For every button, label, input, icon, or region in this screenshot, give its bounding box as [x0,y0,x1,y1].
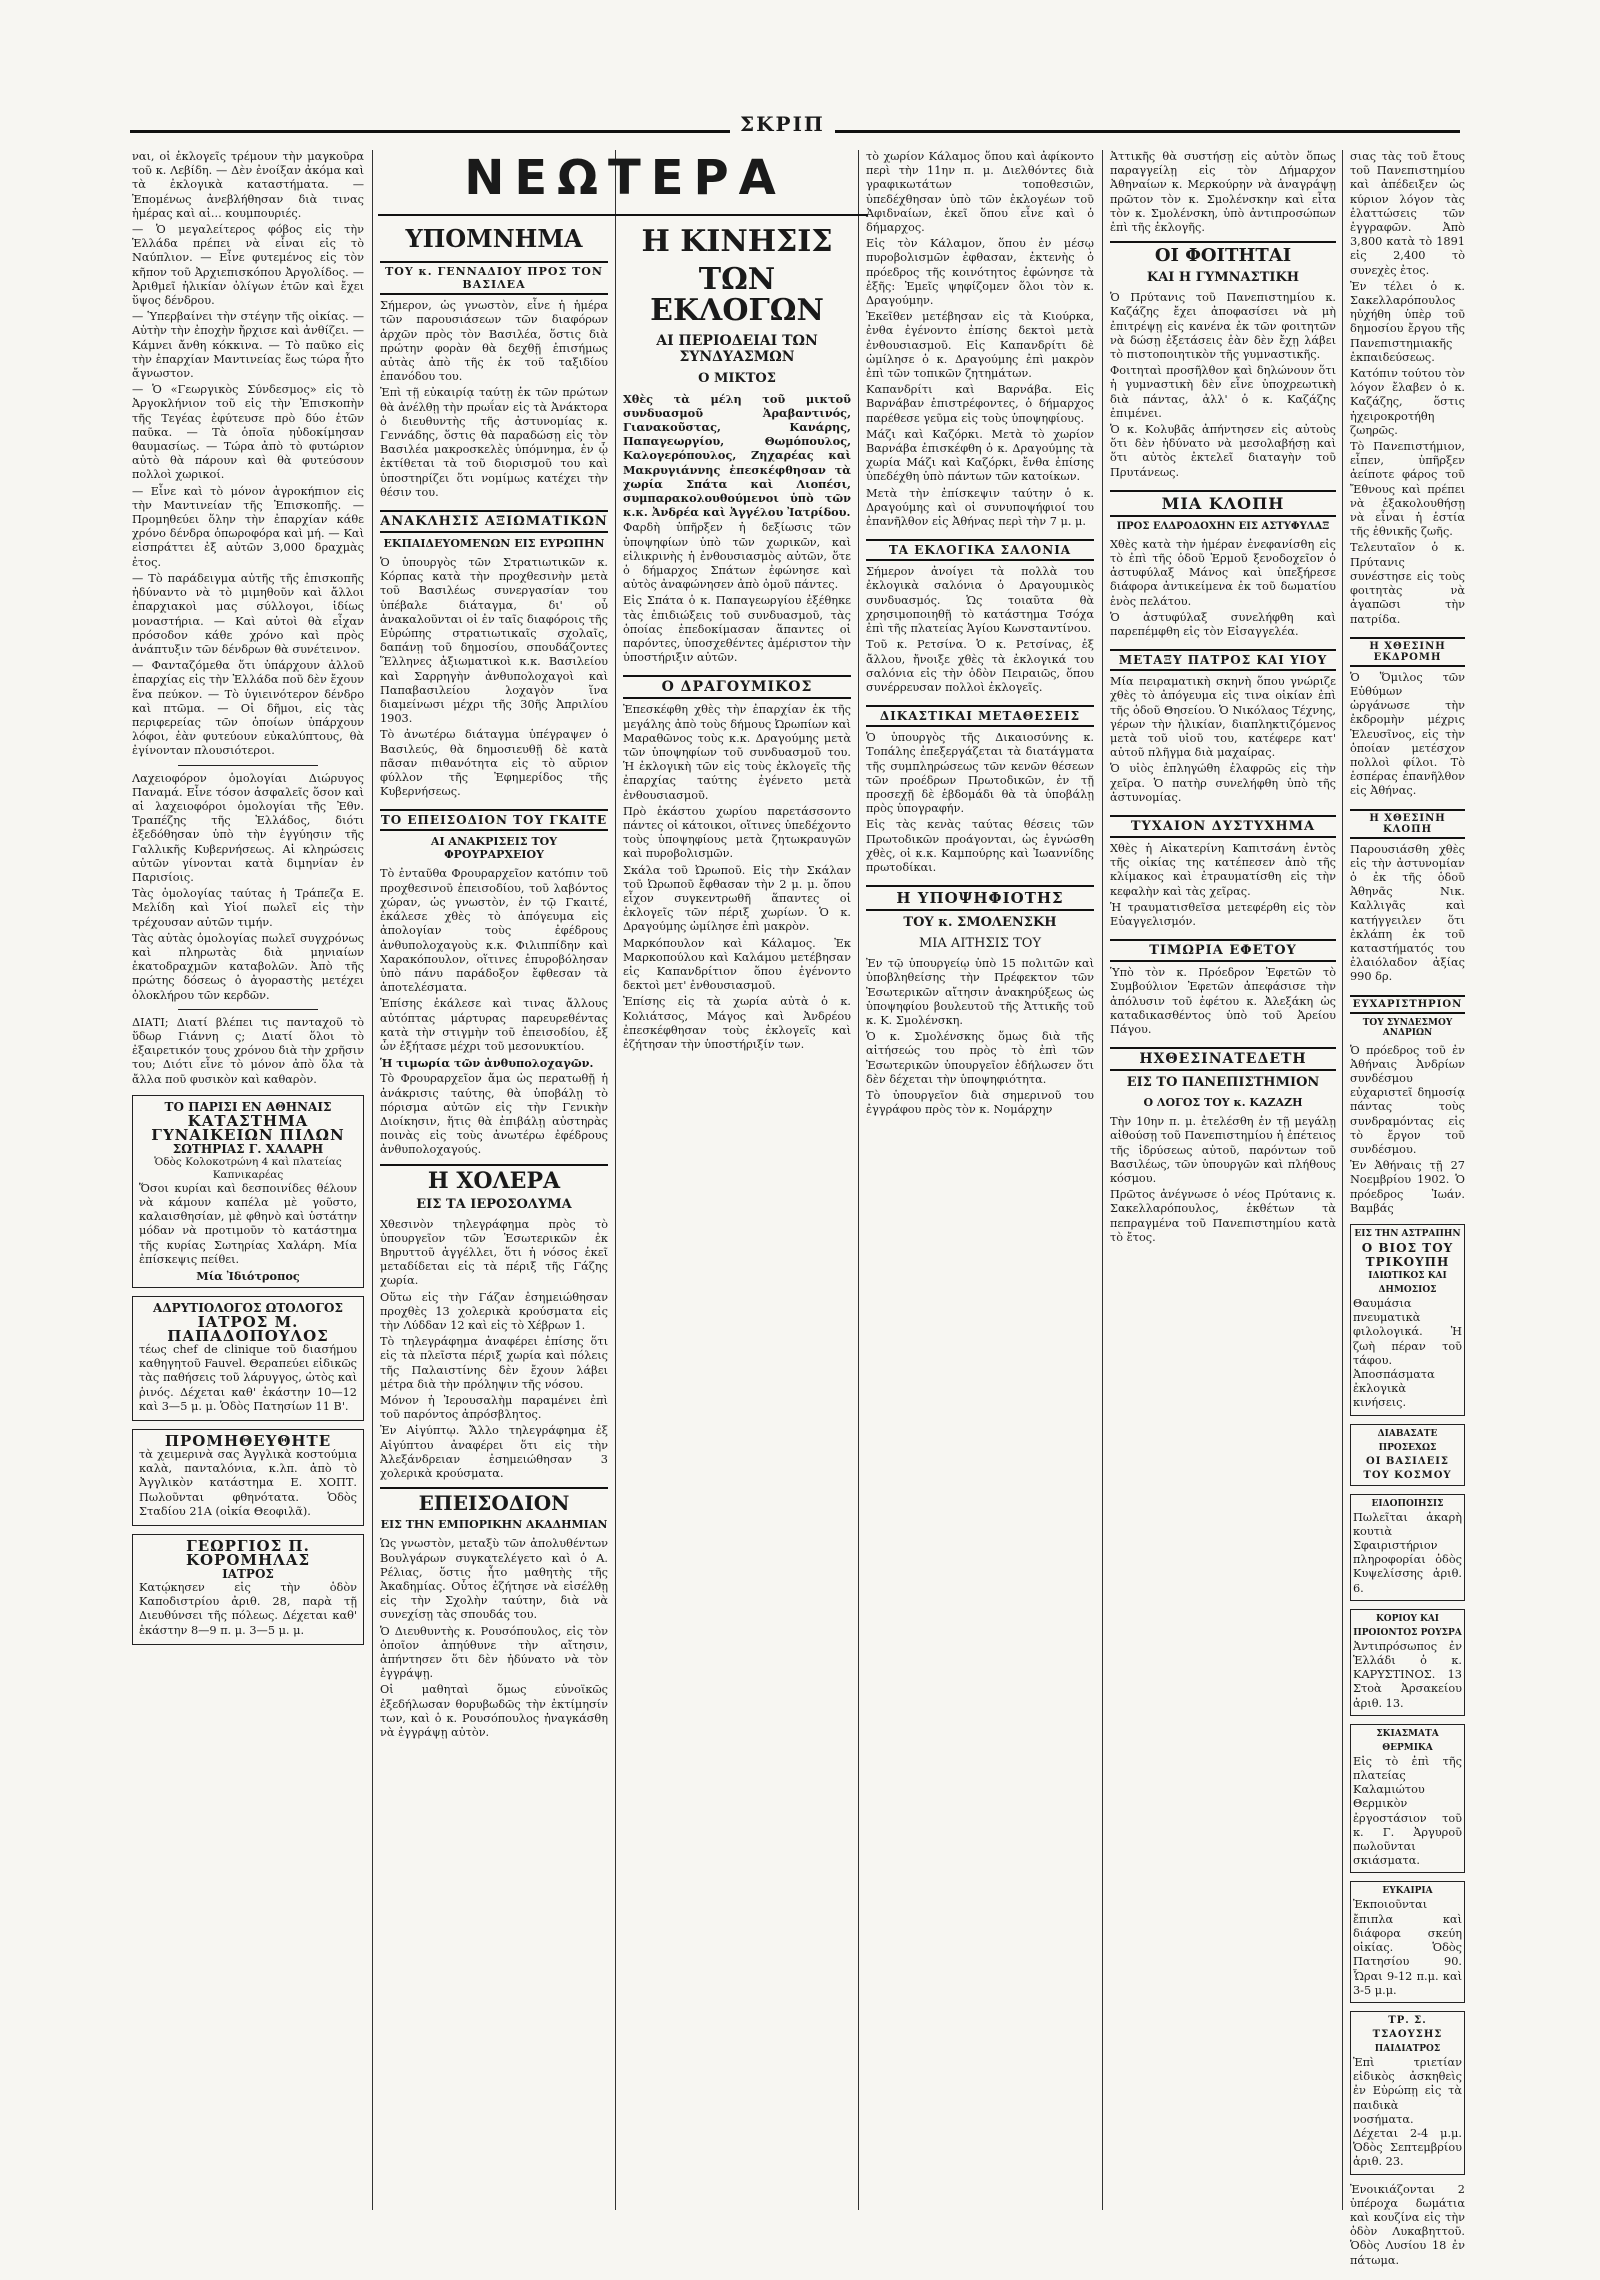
ad-text: τέως chef de clinique τοῦ διασήμου καθηγητοῦ Fauvel. Θεραπεύει εἰδικῶς τὰς παθήσεις τοῦ λάρυγγος, ὠτὸς καὶ ῥινός. Δέχεται καθ' ἑκάστην 10—12 καὶ 3—5 μ. μ. Ὁδὸς Πατησίων 11 Β'. [139,1343,357,1413]
column-divider [1102,150,1103,2210]
article-subhead: Ἡ τιμωρία τῶν ἀνθυπολοχαγῶν. [380,1056,594,1071]
headline: ΑΝΑΚΛΗΣΙΣ ΑΞΙΩΜΑΤΙΚΩΝ [380,510,608,533]
article-text: Ἡ τραυματισθεῖσα μετεφέρθη εἰς τὸν Εὐαγγελισμόν. [1110,900,1336,929]
article-text: Σήμερον ἀνοίγει τὰ πολλὰ του ἐκλογικὰ σαλόνια ὁ Δραγουμικὸς συνδυασμός. Ὡς τοιαῦτα θὰ χρησιμοποιηθῇ τὸ κατάστημα Τσόχα ἐπὶ τῆς πλατείας Ἁγίου Κωνσταντίνου. [866,565,1094,636]
article-text: Μία πειραματικὴ σκηνὴ ὅπου γνώριζε χθὲς τὸ ἀπόγευμα εἰς τινα οἰκίαν ἐπὶ τῆς ὁδοῦ Θησείου. Ὁ Νικόλαος Τέχνης, γέρων τὴν ἡλικίαν, διαπληκτιζόμενος μετὰ τοῦ υἱοῦ του, κατέφερε κατ' αὐτοῦ πλῆγμα διὰ μαχαίρας. [1110,675,1336,760]
headline: ΤΟ ΕΠΕΙΣΟΔΙΟΝ ΤΟΥ ΓΚΑΙΤΕ [380,809,608,831]
article-text: — Φανταζόμεθα ὅτι ὑπάρχουν ἀλλοῦ ἐπαρχίας εἰς τὴν Ἑλλάδα ποῦ δὲν ἔχουν ἕνα πεύκον. — Τὸ ὑγιεινότερον δένδρο καὶ πτῶμα. — Οἱ δῆμοι, εἰς τὰς περιφερείας τῶν ὁποίων ὑπάρχουν λόφοι, ἐὰν φυτεύουν εὐκαλύπτους, θὰ ἐγίνονταν πλουσιότεροι. [132,659,364,758]
article-text: Οἱ μαθηταὶ ὅμως εὐνοϊκῶς ἐξεδήλωσαν θορυβωδῶς τὴν ἐκτίμησίν των, καὶ ὁ κ. Ρουσόπουλος ἠναγκάσθη νὰ ἐγγράψῃ αὐτὸν. [380,1683,608,1739]
subheadline: ΕΚΠΑΙΔΕΥΟΜΕΝΩΝ ΕΙΣ ΕΥΡΩΠΗΝ [383,537,605,551]
ad-address: Ὁδὸς Κολοκοτρώνη 4 καὶ πλατείας Καπνικαρέας [154,1155,342,1181]
article-text: Πρὸ ἑκάστου χωρίου παρετάσσοντο πάντες οἱ κάτοικοι, οἵτινες ὑπεδέχοντο τοὺς ὑποψηφίους μετὰ ζητωκραυγῶν καὶ πυροβολισμῶν. [623,804,851,861]
article-text: Χθεσινὸν τηλεγράφημα πρὸς τὸ ὑπουργεῖον τῶν Ἐσωτερικῶν ἐκ Βηρυττοῦ ἀγγέλλει, ὅτι ἡ νόσος ἐκεῖ μεταδίδεται εἰς τὰ πέριξ τῆς Γάζης χωρία. [380,1217,608,1288]
ad-heading: ΤΟ ΠΑΡΙΣΙ ΕΝ ΑΘΗΝΑΙΣ [164,1099,332,1114]
article-text: Τελευταῖον ὁ κ. Πρύτανις συνέστησε εἰς τοὺς φοιτητὰς νὰ ἀγαπῶσι τὴν πατρίδα. [1350,541,1465,626]
ad-text: Ὅσοι κυρίαι καὶ δεσποινίδες θέλουν νὰ κάμουν καπέλα μὲ γοῦστο, καλαισθησίαν, μὲ φθηνὸ καὶ ὑστάτην μόδαν νὰ προτιμοῦν τὸ κατάστημα τῆς κυρίας Σωτηρίας Χαλάρη. Μία ἐπίσκεψις πείθει. [139,1181,357,1266]
article-text: Καπανδρίτι καὶ Βαρνάβα. Εἰς Βαρνάβαν ἐπιστρέφοντες, ὁ δήμαρχος παρέθεσε γεῦμα εἰς τοὺς ὑποψηφίους. [866,383,1094,425]
article-text: Ὁ Πρύτανις τοῦ Πανεπιστημίου κ. Καζάζης ἔχει ἀποφασίσει νὰ μὴ ἐπιτρέψῃ εἰς κανένα ἐκ τῶν φοιτητῶν νὰ δώσῃ ἐξετάσεις ἐὰν δὲν ἔχῃ λάβει τὸ πιστοποιητικὸν τῆς γυμναστικῆς. [1110,291,1336,361]
headline: ΜΙΑ ΚΛΟΠΗ [1110,490,1336,517]
column-divider [615,150,616,2210]
ad-text: Ἐπὶ τριετίαν εἰδικὸς ἀσκηθεὶς ἐν Εὐρώπῃ εἰς τὰ παιδικὰ νοσήματα. Δέχεται 2-4 μ.μ. Ὁδὸς Σεπτεμβρίου ἀριθ. 23. [1353,2055,1462,2169]
column-divider [1342,150,1343,2210]
subheadline: ΜΙΑ ΑΙΤΗΣΙΣ ΤΟΥ [918,936,1042,952]
ad-title: ΠΡΟΜΗΘΕΥΘΗΤΕ [164,1432,332,1451]
article-text: ναι, οἱ ἐκλογεῖς τρέμουν τὴν μαγκοῦρα τοῦ κ. Λεβίδη. — Δὲν ἐνοίξαν ἀκόμα καὶ τὰ ἐκλογικὰ καταστήματα. — Ἐπομένως ἀνεβλήθησαν διὰ τινας ἡμέρας καὶ αἱ... κουμπουριές. [132,150,364,220]
advertisement [1350,1724,1465,1874]
article-text: Ἐν τέλει ὁ κ. Σακελλαρόπουλος ηὐχήθη ὑπὲρ τοῦ δημοσίου ἔργου τῆς Πανεπιστημιακῆς ἐκπαιδεύσεως. [1350,279,1465,364]
headline: Η ΧΟΛΕΡΑ [380,1164,608,1193]
subheadline: ΚΑΙ Η ΓΥΜΝΑΣΤΙΚΗ [1146,270,1300,286]
article-text: — Ὑπερβαίνει τὴν στέγην τῆς οἰκίας. — Αὐτὴν τὴν ἐποχὴν ἤρχισε καὶ ἀνθίζει. — Κάμνει ἄνθη κόκκινα. — Τὸ παῦκο εἰς τὴν ἐπαρχίαν Μαντινείας ἕως τώρα ἦτο ἄγνωστον. [132,310,364,381]
article-text: Μετὰ τὴν ἐπίσκεψιν ταύτην ὁ κ. Δραγούμης καὶ οἱ συνυποψήφιοί του ἐπανῆλθον εἰς Ἀθήνας περὶ τὴν 7 μ. μ. [866,486,1094,529]
article-text: — Εἶνε καὶ τὸ μόνον ἀγροκήπιον εἰς τὴν Μαντινείαν τῆς Ἐπισκοπῆς. — Προμηθεύει ὅλην τὴν ἐπαρχίαν κάθε χρόνο δένδρα ὁπωροφόρα καὶ μή. — Καὶ εἰσπράττει ἐξ αὐτῶν 3,000 δραχμὰς ἐτος. [132,484,364,569]
article-text: Ὁ πρόεδρος τοῦ ἐν Ἀθήναις Ἀνδρίων συνδέσμου εὐχαριστεῖ δημοσίᾳ πάντας τοὺς συνδραμόντας εἰς τὸ ἔργον τοῦ συνδέσμου. [1350,1043,1465,1156]
article-text: Ὁ κ. Σμολένσκης ὅμως διὰ τῆς αἰτήσεώς του πρὸς τὸ ἐπὶ τῶν Ἐσωτερικῶν ὑπουργεῖον ἐδήλωσεν ὅτι δὲν δέχεται τὴν ὑποψηφιότητα. [866,1030,1094,1086]
article-text: Ὁ Διευθυντὴς κ. Ρουσόπουλος, εἰς τὸν ὁποῖον ἀπηύθυνε τὴν αἴτησιν, ἀπήντησεν ὅτι δὲν ἠδύνατο νὰ τὸν ἐγγράψῃ. [380,1624,608,1681]
subheadline: ΑΙ ΑΝΑΚΡΙΣΕΙΣ ΤΟΥ ΦΡΟΥΡΑΡΧΕΙΟΥ [430,835,558,862]
ad-owner: ΣΩΤΗΡΙΑΣ Γ. ΧΑΛΑΡΗ [172,1141,324,1156]
paper-name: ΣΚΡΙΠ [730,112,835,136]
article-text: Τὰς ὁμολογίας ταύτας ἡ Τράπεζα Ε. Μελίδη καὶ Υἱοί πωλεῖ εἰς τὴν τρέχουσαν αὐτῶν τιμήν. [132,887,364,929]
ad-heading: ΚΟΡΙΟΥ ΚΑΙ ΠΡΟΙΟΝΤΟΣ ΡΟΥΣΡΑ [1353,1613,1462,1638]
subheadline: ΠΡΟΣ ΕΛΔΡΟΔΟΧΗΝ ΕΙΣ ΑΣΤΥΦΥΛΑΞ [1116,520,1330,532]
column-divider [858,150,859,2210]
advertisement [1350,1494,1465,1601]
article-text: Εἰς Σπάτα ὁ κ. Παπαγεωργίου ἐξέθηκε τὰς ἐπιδιώξεις τοῦ συνδυασμοῦ, τὰς ὁποίας ἐπεδοκίμασαν ἅπαντες οἱ παρόντες, ὑποσχεθέντες ἀμέριστον τὴν ὑποστήριξιν αὐτῶν. [623,594,851,665]
advertisement [1350,1424,1465,1486]
ad-subtitle: ΠΑΙΔΙΑΤΡΟΣ [1374,2043,1441,2054]
subheadline: Ο ΛΟΓΟΣ ΤΟΥ κ. ΚΑΖΑΖΗ [1143,1096,1303,1110]
article-text: Λαχειοφόρον ὁμολογίαι Διώρυγος Παναμά. Εἶνε τόσον ἀσφαλεῖς ὅσον καὶ αἱ λαχειοφόροι ὁμολογίαι τῆς Ἐθν. Τραπέζης τῆς Ἑλλάδος, διότι ἐξεδόθησαν ὑπὸ τὴν ἐγγύησιν τῆς Γαλλικῆς Κυβερνήσεως. Αἱ κληρώσεις αὐτῶν γίνονται κατὰ διμηνίαν ἐν Παρισίοις. [132,771,364,884]
ad-title: ΚΑΤΑΣΤΗΜΑ ΓΥΝΑΙΚΕΙΩΝ ΠΙΛΩΝ [151,1111,345,1144]
advertisement [1350,2011,1465,2175]
article-text: Ὁ Ὅμιλος τῶν Εὐθύμων ὠργάνωσε τὴν ἐκδρομὴν μέχρις Ἐλευσῖνος, εἰς τὴν ὁποίαν μετέσχον πολλοὶ φίλοι. Τὸ ἑσπέρας ἐπανῆλθον εἰς Ἀθήνας. [1350,670,1465,798]
article-text: Οὕτω εἰς τὴν Γάζαν ἐσημειώθησαν προχθὲς 13 χολερικὰ κρούσματα εἰς τὴν Λύδδαν 12 καὶ εἰς τὸ Χέβρων 1. [380,1290,608,1333]
article-text: Μαρκόπουλον καὶ Κάλαμος. Ἐκ Μαρκοπούλου καὶ Καλάμου μετέβησαν εἰς Καπανδρίτιον ὅπου ἐγένοντο δεκτοὶ μετ' ἐνθουσιασμοῦ. [623,936,851,993]
article-text: Ὁ ἀστυφύλαξ συνελήφθη καὶ παρεπέμφθη εἰς τὸν Εἰσαγγελέα. [1110,610,1336,638]
subheadline: ΤΟΥ κ. ΓΕΝΝΑΔΙΟΥ ΠΡΟΣ ΤΟΝ ΒΑΣΙΛΕΑ [380,261,608,295]
subheadline: ΤΟΥ ΣΥΝΔΕΣΜΟΥ ΑΝΔΡΙΩΝ [1362,1017,1453,1038]
article-text: Ἐπίσης ἐκάλεσε καὶ τινας ἄλλους αὐτόπτας μάρτυρας παρευρεθέντας κατὰ τὴν στιγμὴν τοῦ ἐπεισοδίου, ἐξ ὧν ἐξήτασε μέχρι τοῦ μεσονυκτίου. [380,997,608,1053]
article-text: Ὡς γνωστὸν, μεταξὺ τῶν ἀπολυθέντων Βουλγάρων συγκατελέγετο καὶ ὁ Α. Ρέλιας, ὅστις ἦτο μαθητὴς τῆς Ἀκαδημίας. Οὗτος ἐζήτησε νὰ εἰσέλθῃ εἰς τὴν Σχολὴν ταύτην, διὰ νὰ συνεχίσῃ τὰς σπουδάς του. [380,1537,608,1622]
article-text: Πρῶτος ἀνέγνωσε ὁ νέος Πρύτανις κ. Σακελλαρόπουλος, ἐκθέτων τὰ πεπραγμένα τοῦ Πανεπιστημίου κατὰ τὸ ἔτος. [1110,1188,1336,1244]
article-text: Φαρδὴ ὑπῆρξεν ἡ δεξίωσις τῶν ὑποψηφίων ὑπὸ τῶν χωρικῶν, καὶ εἰλικρινὴς ἡ ἐνθουσιασμὸς αὐτῶν, ὅτε ὁ δήμαρχος Σπάτων ἐφώνησε καὶ αὐτὸς ἀναφώνησεν ἀπὸ ὁμοῦ πάντες. [623,521,851,592]
headline: ΕΥΧΑΡΙΣΤΗΡΙΟΝ [1350,995,1465,1014]
headline: ΗΧΘΕΣΙΝΑΤΕΔΕΤΗ [1110,1047,1336,1071]
advertisement [132,1296,364,1421]
headline: ΤΙΜΩΡΙΑ ΕΦΕΤΟΥ [1110,939,1336,962]
article-text: Μάζι καὶ Καζόρκι. Μετὰ τὸ χωρίον Βαρνάβα ἐπισκέφθη ὁ κ. Δραγούμης τὰ χωρία Μάζι καὶ Καζόρκι, ἔνθα ἐπίσης ὑπεδέχθη ὑπὸ πάντων τῶν κατοίκων. [866,427,1094,484]
article-text: Ὁ υἱὸς ἐπληγώθη ἐλαφρῶς εἰς τὴν χεῖρα. Ὁ πατὴρ συνελήφθη ὑπὸ τῆς ἀστυνομίας. [1110,762,1336,804]
advertisement [132,1429,364,1526]
article-text: Ἐν Ἀθήναις τῇ 27 Νοεμβρίου 1902. Ὁ πρόεδρος Ἰωάν. Βαμβάς [1350,1159,1465,1215]
article-text: Φοιτηταὶ προσῆλθον καὶ δηλώνουν ὅτι ἡ γυμναστικὴ δὲν εἶνε ὑποχρεωτικὴ διὰ πάντας, ἀλλ' ὁ κ. Καζάζης ἐπιμένει. [1110,364,1336,420]
headline: ΤΑ ΕΚΛΟΓΙΚΑ ΣΑΛΟΝΙΑ [866,539,1094,561]
ad-text: Ἐκποιοῦνται ἔπιπλα καὶ διάφορα σκεύη οἰκίας. Ὁδὸς Πατησίου 90. Ὧραι 9-12 π.μ. καὶ 3-5 μ.μ. [1353,1898,1462,1997]
ad-heading: ΕΙΔΟΠΟΙΗΣΙΣ [1371,1498,1444,1509]
column-3 [623,220,851,2280]
title-rule [378,214,868,216]
ad-signature: Μία Ἰδιότροπος [196,1269,300,1284]
article-text: Τὴν 10ην π. μ. ἐτελέσθη ἐν τῇ μεγάλῃ αἰθούσῃ τοῦ Πανεπιστημίου ἡ ἐπέτειος τῆς ἱδρύσεως αὐτοῦ, παρόντων τοῦ Βασιλέως, τῶν ὑπουργῶν καὶ πλήθους κόσμου. [1110,1115,1336,1186]
headline: Η ΚΙΝΗΣΙΣ [641,224,833,259]
ad-subtitle: ΙΑΤΡΟΣ [222,1567,274,1582]
column-6 [1350,150,1465,2267]
headline: ΤΩΝ ΕΚΛΟΓΩΝ [650,261,824,328]
article-text: ΔΙΑΤΙ; Διατί βλέπει τις πανταχοῦ τὸ ὕδωρ Γιάννη ς; Διατί ὅλοι τὸ ἐξαιρετικόν τους χρόνου διὰ τὴν χρῆσιν του; Διότι εἶνε τὸ μόνον ἀπὸ ὅλα τὰ ἄλλα ποῦ φυσικὸν καὶ καθαρὸν. [132,1015,364,1086]
subheadline: ΤΟΥ κ. ΣΜΟΛΕΝΣΚΗ [903,915,1057,931]
article-text: Ἐν Αἰγύπτῳ. Ἄλλο τηλεγράφημα ἐξ Αἰγύπτου ἀναφέρει ὅτι εἰς τὴν Ἀλεξάνδρειαν ἐσημειώθησαν 3 χολερικὰ κρούσματα. [380,1424,608,1481]
article-text: — Τὸ παράδειγμα αὐτῆς τῆς ἐπισκοπῆς ἠδύναντο νὰ τὸ μιμηθοῦν καὶ ἄλλοι ἐπαρχιακοὶ μας σύλλογοι, ἰδίως μοναστήρια. — Καὶ αὐτοὶ θὰ εἶχαν πρόσοδον κάθε χρόνο καὶ πρὸς ἀνάπτυξιν τῶν δένδρων θὰ συνέτεινον. [132,571,364,656]
ad-heading: ΕΥΚΑΙΡΙΑ [1382,1886,1433,1897]
ad-title: ΟΙ ΒΑΣΙΛΕΙΣ ΤΟΥ ΚΟΣΜΟΥ [1363,1455,1452,1481]
headline: ΜΕΤΑΞΥ ΠΑΤΡΟΣ ΚΑΙ ΥΙΟΥ [1110,649,1336,671]
article-text: Ἐν τῷ ὑπουργείῳ ὑπὸ 15 πολιτῶν καὶ ὑποβληθείσης τὴν Πρέφεκτον τῶν Ἐσωτερικῶν αἴτησιν ἀνακηρύξεως ὡς ὑποψηφίου βουλευτοῦ τῆς Ἀττικῆς τοῦ κ. Κ. Σμολένσκη. [866,957,1094,1027]
ad-text: Ἀντιπρόσωπος ἐν Ἑλλάδι ὁ κ. ΚΑΡΥΣΤΙΝΟΣ. 13 Στοὰ Ἀρσακείου ἀριθ. 13. [1353,1639,1462,1710]
article-text: — Ὁ μεγαλείτερος φόβος εἰς τὴν Ἑλλάδα πρέπει νὰ εἶναι εἰς τὸ Ναύπλιον. — Εἶνε φυτεμένος εἰς τὸν κῆπον τοῦ Ἀρχιεπισκόπου Ἀργολίδος. — Ἀριθμεῖ ἡλικίαν ὀλίγων ἐτῶν καὶ ἔχει ὕψος δένδρου. [132,223,364,308]
ad-heading: ΔΙΑΒΑΣΑΤΕ ΠΡΟΣΕΧΩΣ [1377,1428,1438,1453]
article-text: — Ὁ «Γεωργικὸς Σύνδεσμος» εἰς τὸ Ἀργοκλήνιον τοῦ εἰς τὴν Ἐπισκοπὴν τῆς Τεγέας ἐφύτευσε πρὸ δύο ἐτῶν παῦκα. — Τὰ ὁποῖα ηὐδοκίμησαν θαυμασίως. — Τώρα ἀπὸ τὸ φυτώριον αὐτὸ θὰ πάρουν καὶ θὰ φυτεύσουν πολλοὶ χωρικοί. [132,383,364,482]
article-text: τὸ χωρίον Κάλαμος ὅπου καὶ ἀφίκοντο περὶ τὴν 11ην π. μ. Διελθόντες διὰ γραφικωτάτων τοποθεσιῶν, ὑπεδέχθησαν ὑπὸ τῶν ἐκλογέων τοῦ Ἀφιδναίων, ἐκεῖ ὅπου εἶνε καὶ ὁ δήμαρχος. [866,150,1094,235]
article-text: Μόνον ἡ Ἱερουσαλὴμ παραμένει ἐπὶ τοῦ παρόντος ἀπρόσβλητος. [380,1394,608,1422]
article-text: Ἐπὶ τῇ εὐκαιρίᾳ ταύτῃ ἐκ τῶν πρώτων θὰ ἀνέλθῃ τὴν πρωΐαν εἰς τὰ Ἀνάκτορα ὁ διευθυντὴς τῆς ἀστυνομίας κ. Γεννάδης, ὅστις θὰ παραδώσῃ εἰς τὸν Βασιλέα μακροσκελὲς ὑπόμνημα, ἐν ᾧ ἐκτίθεται τὰ τοῦ διορισμοῦ του καὶ ὑποστηρίζει ὅτι νομίμως κατέχει τὴν θέσιν του. [380,386,608,499]
headline: Η ΥΠΟΨΗΦΙΟΤΗΣ [866,885,1094,911]
article-text: Τοῦ κ. Ρετσίνα. Ὁ κ. Ρετσίνας, ἐξ ἄλλου, ἤνοιξε χθὲς τὰ ἐκλογικά του σαλόνια εἰς τὴν ὁδὸν Πειραιῶς, ὅπου συνέρρευσαν πολλοὶ ἐκλογεῖς. [866,638,1094,694]
article-text: Εἰς τὸν Κάλαμον, ὅπου ἐν μέσῳ πυροβολισμῶν ἐφθασαν, ἐκτενὴς ὁ πρόεδρος τῆς κοινότητος ἐφώνησε τὰ ἑξῆς: Ἐμεῖς ψηφίζομεν ὅλοι τὸν κ. Δραγούμην. [866,237,1094,308]
headline: ΟΙ ΦΟΙΤΗΤΑΙ [1110,241,1336,266]
ad-text: Κατῴκησεν εἰς τὴν ὁδὸν Καποδιστρίου ἀριθ. 28, παρὰ τῇ Διευθύνσει τῆς πόλεως. Δέχεται καθ' ἑκάστην 8—9 π. μ. 3—5 μ. μ. [139,1581,357,1637]
article-text: Ἐπίσης εἰς τὰ χωρία αὐτὰ ὁ κ. Κολιάτσος, Μάγος καὶ Ἀνδρέου ἐπεσκέφθησαν τοὺς ἐκλογεῖς καὶ ἐζήτησαν τὴν ὑποστήριξίν των. [623,995,851,1052]
article-text: Ἀττικῆς θὰ συστήσῃ εἰς αὐτὸν ὅπως παραγγείλῃ εἰς τὸν Δήμαρχον Ἀθηναίων κ. Μερκούρην νὰ ἀναγράψῃ πρῶτον τὸν κ. Σμολένσκην καὶ εἶτα τὸν κ. Σμολένσκη, ὑπὸ ἀντιπροσώπων ἐπὶ τῆς ἐκλογῆς. [1110,150,1336,235]
ad-subtitle: ΙΔΙΩΤΙΚΟΣ ΚΑΙ ΔΗΜΟΣΙΟΣ [1368,1271,1447,1295]
article-text: Κατόπιν τούτου τὸν λόγον ἔλαβεν ὁ κ. Καζάζης, ὅστις ἠχειροκροτήθη ζωηρῶς. [1350,367,1465,437]
page-title: ΝΕΩΤΕΡΑ [464,150,786,206]
headline: Η ΧΘΕΣΙΝΗ ΚΛΟΠΗ [1350,809,1465,839]
article-text: Χθὲς ἡ Αἰκατερίνη Καπιτσάνη ἐντὸς τῆς οἰκίας της κατέπεσεν ἀπὸ τῆς κλίμακος καὶ ἐτραυματίσθη εἰς τὴν κεφαλὴν καὶ τὰς χεῖρας. [1110,842,1336,898]
article-text: Χθὲς κατὰ τὴν ἡμέραν ἐνεφανίσθη εἰς τὸ ἐπὶ τῆς ὁδοῦ Ἑρμοῦ ξενοδοχεῖον ὁ ἀστυφύλαξ Μάνος καὶ ὑπεξήρεσε διάφορα ἀντικείμενα ἐκ τοῦ δωματίου ἑνὸς πελάτου. [1110,537,1336,608]
article-text: Ὁ ὑπουργὸς τῶν Στρατιωτικῶν κ. Κόρπας κατὰ τὴν προχθεσινὴν μετὰ τοῦ Βασιλέως συνεργασίαν του ὑπέβαλε διάταγμα, δι' οὗ ἀνακαλοῦνται οἱ ἐν ταῖς διαφόροις τῆς Εὐρώπης στρατιωτικαῖς σχολαῖς, δαπάνῃ τοῦ δημοσίου, σπουδάζοντες Ἕλληνες ἀξιωματικοὶ κ.κ. Βασιλείου καὶ Σαρρηγὴν ἀνθυπολοχαγοὶ καὶ Παπαβασιλείου λοχαγὸν ἵνα διαμείνωσι μέχρι τῆς 30ῆς Ἀπριλίου 1903. [380,556,608,726]
article-text: Τὰς αὐτὰς ὁμολογίας πωλεῖ συγχρόνως καὶ πληρωτὰς διὰ μηνιαίων ἑκατοδραχμῶν καταβολῶν. Ἀπὸ τῆς πρώτης δόσεως ὁ ἀγοραστὴς μετέχει ὁλοκλήρου τῶν κερδῶν. [132,931,364,1002]
article-text: Χθὲς τὰ μέλη τοῦ μικτοῦ συνδυασμοῦ Ἀραβαντινός, Γιανακοῦστας, Κανάρης, Παπαγεωργίου, Θωμόπουλος, Καλογερόπουλος, Ζηχαρέας καὶ Μακρυγιάννης ἐπεσκέφθησαν τὰ χωρία Σπάτα καὶ Λιοπέσι, συμπαρακολουθούμενοι ὑπὸ τῶν κ.κ. Ἀνδρέα καὶ Ἀγγέλου Ἰατρίδου. [623,391,851,520]
ad-text: Πωλεῖται ἀκαρὴ κουτιὰ Σφαιριστήριον πληροφορίαι ὁδὸς Κυψελίσσης ἀριθ. 6. [1353,1510,1462,1595]
ad-text: Θαυμάσια πνευματικὰ φιλολογικά. Ἡ ζωὴ πέραν τοῦ τάφου. Ἀποσπάσματα ἐκλογικὰ κινήσεις. [1353,1297,1462,1410]
article-text: Εἰς τὰς κενὰς ταύτας θέσεις τῶν Πρωτοδικῶν προάγονται, ὡς ἐγνώσθη χθὲς, οἱ κ.κ. Καμπούρης καὶ Ἰωαννίδης πρωτοδίκαι. [866,818,1094,874]
ad-text: τὰ χειμερινὰ σας Ἀγγλικὰ κοστούμια καλὰ, πανταλόνια, κ.λπ. ἀπὸ τὸ Ἀγγλικὸν κατάστημα Ε. ΧΟΠΤ. Πωλοῦνται φθηνότατα. Ὁδὸς Σταδίου 21Α (οἰκία Θεοφιλᾶ). [139,1448,357,1518]
column-2 [380,220,608,2280]
subheadline: ΑΙ ΠΕΡΙΟΔΕΙΑΙ ΤΩΝ ΣΥΝΔΥΑΣΜΩΝ [656,332,818,365]
subheadline: Ο ΜΙΚΤΟΣ [698,370,776,386]
article-text: Ὁ ὑπουργὸς τῆς Δικαιοσύνης κ. Τοπάλης ἐπεξεργάζεται τὰ διατάγματα τῆς συμπληρώσεως τῶν κενῶν θέσεων τῶν προέδρων Πρωτοδικῶν, ἐν τῇ προσεχῇ δὲ ἑβδομάδι θὰ τὰ ὑποβάλῃ πρὸς ὑπογραφήν. [866,731,1094,816]
subheadline: ΕΙΣ ΤΗΝ ΕΜΠΟΡΙΚΗΝ ΑΚΑΔΗΜΙΑΝ [380,1518,608,1532]
ad-title: ΓΕΩΡΓΙΟΣ Π. ΚΟΡΟΜΗΛΑΣ [185,1537,311,1570]
ad-heading: ΤΡ. Σ. ΤΣΑΟΥΣΗΣ [1372,2014,1443,2040]
ad-heading: ΑΔΡΥΤΙΟΛΟΓΟΣ ΩΤΟΛΟΓΟΣ [153,1301,343,1316]
ad-text: Εἰς τὸ ἐπὶ τῆς πλατείας Καλαμιώτου Θερμικὸν ἐργοστάσιον τοῦ κ. Γ. Ἀργυροῦ πωλοῦνται σκιάσματα. [1353,1754,1462,1868]
headline: ΥΠΟΜΝΗΜΑ [405,224,583,253]
divider [178,1009,317,1010]
article-text: Τὸ ἀνωτέρω διάταγμα ὑπέγραψεν ὁ Βασιλεύς, θὰ δημοσιευθῇ δὲ κατὰ πᾶσαν πιθανότητα εἰς τὸ αὔριον φύλλον τῆς Ἐφημερίδος τῆς Κυβερνήσεως. [380,728,608,799]
article-text: Ἐκεῖθεν μετέβησαν εἰς τὰ Κιούρκα, ἐνθα ἐγένοντο ἐπίσης δεκτοὶ μετὰ ἐνθουσιασμοῦ. Εἰς Καπανδρίτι δὲ ὡμίλησε ὁ κ. Δραγούμης ἐπὶ μακρὸν ἐπὶ τῶν τοπικῶν ζητημάτων. [866,310,1094,381]
article-text: Ἐπεσκέφθη χθὲς τὴν ἐπαρχίαν ἐκ τῆς μεγάλης ἀπὸ τοὺς δήμους Ὠρωπίων καὶ Μαραθῶνος τοὺς κ.κ. Δραγούμης μετὰ τῶν ὑποψηφίων τοῦ συνδυασμοῦ του. Ἡ ἐκλογικὴ τῶν εἰς τοὺς ἐκλογεῖς τῆς ἐπαρχίας ταύτης ἐγένετο μετὰ ἐνθουσιασμοῦ. [623,703,851,802]
article-text: Παρουσιάσθη χθὲς εἰς τὴν ἀστυνομίαν ὁ ἐκ τῆς ὁδοῦ Ἀθηνᾶς Νικ. Καλλιγᾶς καὶ κατήγγειλεν ὅτι ἐκλάπη ἐκ τοῦ καταστήματός του ἐλαιόλαδον ἀξίας 990 δρ. [1350,842,1465,984]
ad-heading: ΣΚΙΑΣΜΑΤΑ ΘΕΡΜΙΚΑ [1376,1728,1439,1753]
divider [178,765,317,766]
column-4 [866,150,1094,2210]
headline: ΔΙΚΑΣΤΙΚΑΙ ΜΕΤΑΘΕΣΕΙΣ [866,705,1094,727]
article-text: Σήμερον, ὡς γνωστὸν, εἶνε ἡ ἡμέρα τῶν παρουσιάσεων τῶν διαφόρων ἀρχῶν πρὸς τὸν Βασιλέα, ὅστις διὰ πρώτην φορὰν θὰ δεχθῇ ἐπισήμως αὐτὰς ἀπὸ τῆς ἐκ τοῦ ταξιδίου ἐπανόδου του. [380,299,608,384]
article-text: Ὁ κ. Κολυβᾶς ἀπήντησεν εἰς αὐτοὺς ὅτι δὲν ἠδύνατο νὰ μεσολαβήσῃ καὶ ὅτι αὐτὸς ἐκτελεῖ διαταγὴν τοῦ Πρυτάνεως. [1110,422,1336,479]
headline: Ο ΔΡΑΓΟΥΜΙΚΟΣ [623,675,851,699]
column-1 [132,150,364,2210]
article-text: σιας τὰς τοῦ ἔτους τοῦ Πανεπιστημίου καὶ ἀπέδειξεν ὡς κύριον λόγον τὰς ἐλαττώσεις τῶν ἐγγραφῶν. Ἀπὸ 3,800 κατὰ τὸ 1891 εἰς 2,400 τὸ συνεχὲς ἐτος. [1350,150,1465,277]
article-text: Τὸ Πανεπιστήμιον, εἶπεν, ὑπῆρξεν ἀείποτε φάρος τοῦ Ἔθνους καὶ πρέπει νὰ ἐξακολουθήσῃ νὰ εἶναι ἡ ἑστία τῆς ἐθνικῆς ζωῆς. [1350,440,1465,539]
ad-heading: ΕΙΣ ΤΗΝ ΑΣΤΡΑΠΗΝ [1354,1229,1461,1239]
article-text: Τὸ ἐνταῦθα Φρουραρχεῖον κατόπιν τοῦ προχθεσινοῦ ἐπεισοδίου, τοῦ λαβόντος χώραν, ὡς γνωστὸν, ἐν τῷ Γκαιτέ, ἐκάλεσε χθὲς τὸ ἀπόγευμα εἰς ἀπολογίαν τοὺς ἐφέδρους ἀνθυπολοχαγοὺς κ.κ. Φιλιππίδην καὶ Χαρακόπουλον, οἵτινες ἐπυροβόλησαν ὑπὸ πάνυ παράδοξον ἔφθεσαν τὰ ἀποτελέσματα. [380,867,608,995]
column-divider [372,150,373,2210]
article-text: Τὸ ὑπουργεῖον διὰ σημερινοῦ του ἐγγράφου πρὸς τὸν κ. Νομάρχην [866,1088,1094,1117]
article-text: Τὸ τηλεγράφημα ἀναφέρει ἐπίσης ὅτι εἰς τὰ πλεῖστα πέριξ χωρία καὶ πόλεις τῆς Παλαιστίνης δὲν ἔχουν λάβει μέτρα διὰ τὴν πρόληψιν τῆς νόσου. [380,1335,608,1391]
article-text: Τὸ Φρουραρχεῖον ἅμα ὡς περατωθῇ ἡ ἀνάκρισις ταύτης, θὰ ὑποβάλῃ τὸ πόρισμα αὐτῶν εἰς τὴν Γενικὴν Διοίκησιν, ἥτις θὰ ἐπιβάλῃ αὐστηρὰς ποινὰς εἰς τοὺς ἀνωτέρω ἐφέδρους ἀνθυπολοχαγούς. [380,1072,608,1157]
subheadline: ΕΙΣ ΤΟ ΠΑΝΕΠΙΣΤΗΜΙΟΝ [1126,1075,1320,1091]
advertisement [132,1534,364,1645]
headline: ΤΥΧΑΙΟΝ ΔΥΣΤΥΧΗΜΑ [1110,815,1336,838]
masthead [130,112,1460,136]
headline: Η ΧΘΕΣΙΝΗ ΕΚΔΡΟΜΗ [1350,637,1465,667]
advertisement [1350,1881,1465,2002]
article-text: Ἐνοικιάζονται 2 ὑπέροχα δωμάτια καὶ κουζίνα εἰς τὴν ὁδὸν Λυκαβηττοῦ. Ὁδὸς Λυσίου 18 ἐν πάτωμα. [1350,2182,1465,2267]
article-text: Ὑπὸ τὸν κ. Πρόεδρον Ἐφετῶν τὸ Συμβούλιον Ἐφετῶν ἀπεφάσισε τὴν ἀπόλυσιν τοῦ ἐφέτου κ. Ἀλεξάκη ὡς καταδικασθέντος ὑπὸ τοῦ Ἀρείου Πάγου. [1110,966,1336,1037]
advertisement [1350,1224,1465,1416]
advertisement [132,1095,364,1288]
subheadline: ΕΙΣ ΤΑ ΙΕΡΟΣΟΛΥΜΑ [416,1196,572,1212]
article-text: Σκάλα τοῦ Ὠρωποῦ. Εἰς τὴν Σκάλαν τοῦ Ὠρωποῦ ἔφθασαν τὴν 2 μ. μ. ὅπου εἶχον συγκεντρωθῆ ἅπαντες οἱ ἐκλογεῖς τῶν πέριξ χωρίων. Ὁ κ. Δραγούμης ὡμίλησε ἐπὶ μακρὸν. [623,863,851,934]
ad-title: ΙΑΤΡΟΣ Μ. ΠΑΠΑΔΟΠΟΥΛΟΣ [167,1313,329,1346]
headline: ΕΠΕΙΣΟΔΙΟΝ [380,1487,608,1514]
advertisement [1350,1609,1465,1716]
ad-title: Ο ΒΙΟΣ ΤΟΥ ΤΡΙΚΟΥΠΗ [1361,1241,1454,1269]
column-5 [1110,150,1336,2210]
